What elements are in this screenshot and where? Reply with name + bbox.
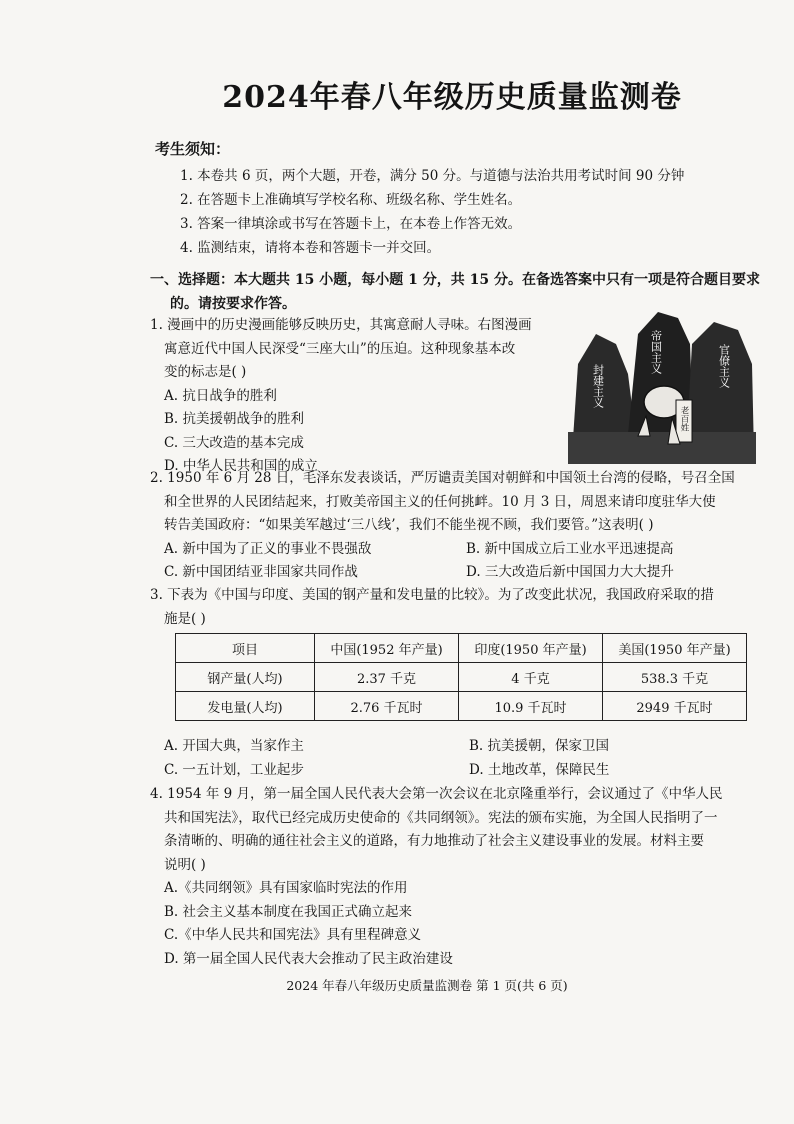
option-b: B. 社会主义基本制度在我国正式确立起来 [164, 903, 413, 920]
question-text: 寓意近代中国人民深受“三座大山”的压迫。这种现象基本改 [164, 340, 516, 357]
table-cell: 2.76 千瓦时 [315, 692, 459, 721]
question-4 [150, 783, 760, 971]
option-c: C.《中华人民共和国宪法》具有里程碑意义 [164, 927, 422, 943]
option-d: D. 土地改革，保障民生 [469, 761, 610, 778]
option-a: A. 新中国为了正义的事业不畏强敌 [164, 540, 372, 557]
notice-heading: 考生须知： [155, 140, 231, 158]
notice-item: 4. 监测结束，请将本卷和答题卡一并交回。 [180, 240, 441, 256]
option-d: D. 中华人民共和国的成立 [164, 458, 318, 474]
steel-power-table [175, 633, 747, 721]
option-b: B. 新中国成立后工业水平迅速提高 [466, 540, 674, 557]
page-footer: 2024 年春八年级历史质量监测卷 第 1 页(共 6 页) [286, 978, 568, 993]
option-c: C. 新中国团结亚非国家共同作战 [164, 564, 358, 580]
option-b: B. 抗美援朝战争的胜利 [164, 411, 305, 427]
table-row [176, 692, 747, 721]
table-header: 美国(1950 年产量) [603, 634, 747, 663]
option-a: A.《共同纲领》具有国家临时宪法的作用 [164, 880, 408, 896]
notice-item: 2. 在答题卡上准确填写学校名称、班级名称、学生姓名。 [180, 192, 522, 208]
question-text: 施是( ) [164, 610, 206, 627]
question-text: 4. 1954 年 9 月，第一届全国人民代表大会第一次会议在北京隆重举行，会议通过了《中华人民 [150, 786, 723, 802]
question-text: 说明( ) [164, 856, 206, 873]
table-cell: 538.3 千克 [603, 663, 747, 692]
question-text: 1. 漫画中的历史漫画能够反映历史，其寓意耐人寻味。右图漫画 [150, 317, 532, 333]
question-text: 3. 下表为《中国与印度、美国的钢产量和发电量的比较》。为了改变此状况，我国政府采取的措 [150, 587, 714, 603]
option-d: D. 三大改造后新中国国力大大提升 [466, 564, 674, 580]
question-text: 条清晰的、明确的通往社会主义的道路，有力地推动了社会主义建设事业的发展。材料主要 [164, 833, 704, 849]
option-a: A. 抗日战争的胜利 [164, 387, 277, 404]
question-text: 变的标志是( ) [164, 364, 247, 380]
table-row [176, 663, 747, 692]
question-text: 2. 1950 年 6 月 28 日，毛泽东发表谈话，严厉谴责美国对朝鲜和中国领土台湾的侵略，号召全国 [150, 470, 735, 486]
question-3 [150, 584, 760, 631]
table-cell: 10.9 千瓦时 [459, 692, 603, 721]
question-3-options [164, 735, 760, 782]
cartoon-label-feudalism: 封建主义 [591, 364, 605, 408]
question-text: 和全世界的人民团结起来，打败美帝国主义的任何挑衅。10 月 3 日，周恩来请印度驻华大使 [164, 493, 716, 510]
question-1 [150, 314, 570, 479]
option-b: B. 抗美援朝，保家卫国 [469, 738, 610, 754]
table-header-row [176, 634, 747, 663]
page-title: 2024年春八年级历史质量监测卷 [222, 80, 682, 115]
table-cell: 2949 千瓦时 [603, 692, 747, 721]
option-c: C. 三大改造的基本完成 [164, 434, 304, 451]
option-a: A. 开国大典，当家作主 [164, 738, 304, 754]
table-header: 中国(1952 年产量) [315, 634, 459, 663]
section-heading: 一、选择题：本大题共 15 小题，每小题 1 分，共 15 分。在备选答案中只有一项是符合题目要求 的。请按要求作答。 [150, 272, 760, 312]
table-cell: 4 千克 [459, 663, 603, 692]
cartoon-label-people: 老百姓 [679, 406, 689, 432]
option-c: C. 一五计划，工业起步 [164, 761, 304, 778]
question-2 [150, 467, 760, 585]
table-cell: 2.37 千克 [315, 663, 459, 692]
table-cell: 发电量(人均) [176, 692, 315, 721]
table-cell: 钢产量(人均) [176, 663, 315, 692]
cartoon-label-bureaucrat: 官僚主义 [717, 344, 731, 388]
cartoon-label-imperialism: 帝国主义 [649, 330, 663, 374]
option-d: D. 第一届全国人民代表大会推动了民主政治建设 [164, 950, 453, 967]
notice-list [180, 164, 760, 260]
notice-item: 1. 本卷共 6 页，两个大题，开卷，满分 50 分。与道德与法治共用考试时间 90 分钟 [180, 168, 685, 184]
table-header: 项目 [176, 634, 315, 663]
question-text: 转告美国政府：“如果美军越过‘三八线’，我们不能坐视不顾，我们要管。”这表明( ) [164, 517, 654, 533]
notice-item: 3. 答案一律填涂或书写在答题卡上，在本卷上作答无效。 [180, 216, 522, 232]
table-header: 印度(1950 年产量) [459, 634, 603, 663]
three-mountains-cartoon [568, 304, 756, 464]
question-text: 共和国宪法》，取代已经完成历史使命的《共同纲领》。宪法的颁布实施，为全国人民指明了一 [164, 809, 718, 826]
